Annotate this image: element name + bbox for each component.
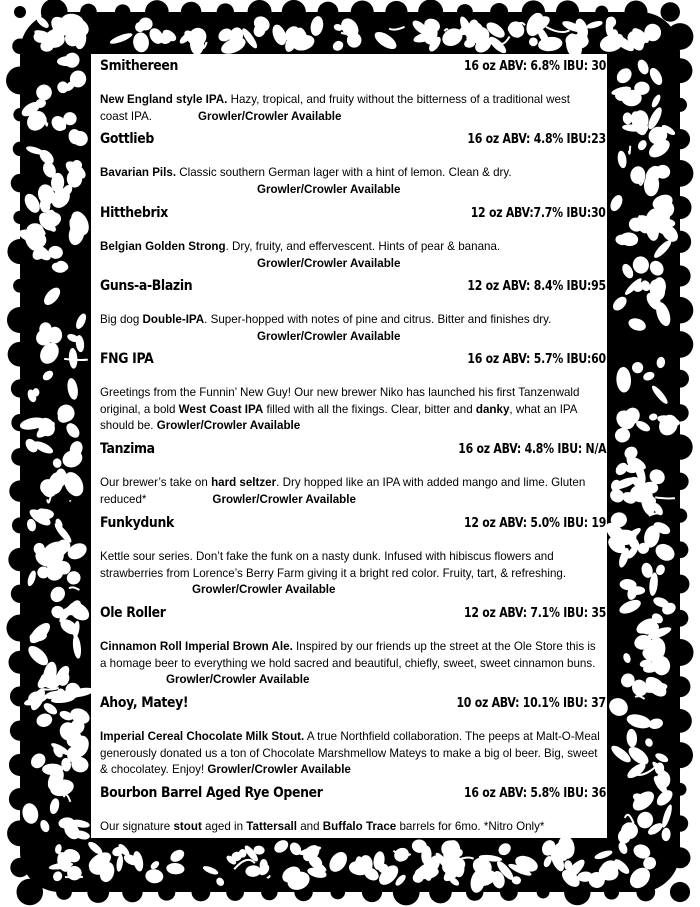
beer-description-text: Classic southern German lager with a hint of lemon. Clean & dry. — [176, 166, 512, 179]
beer-name: Smithereen — [100, 58, 179, 74]
beer-style-highlight: hard seltzer — [211, 476, 277, 489]
beer-item — [100, 351, 606, 435]
beer-specs: 12 oz ABV: 7.1% IBU: 35 — [463, 606, 606, 621]
beer-description-text: aged in — [201, 820, 247, 833]
beer-description — [100, 165, 600, 198]
beer-style-highlight: Buffalo Trace — [322, 820, 397, 833]
growler-availability: Growler/Crowler Available — [166, 673, 310, 686]
beer-description — [100, 729, 600, 779]
beer-item — [100, 441, 606, 508]
beer-description-text: . Dry, fruity, and effervescent. Hints of pear & banana. — [225, 240, 501, 253]
growler-availability: Growler/Crowler Available — [257, 256, 401, 270]
beer-description — [100, 819, 600, 836]
beer-style-highlight: Cinnamon Roll Imperial Brown Ale. — [100, 640, 293, 653]
growler-availability: Growler/Crowler Available — [192, 583, 336, 596]
beer-header — [100, 605, 606, 627]
beer-style-highlight: stout — [173, 820, 202, 833]
beer-description — [100, 239, 600, 272]
beer-header — [100, 441, 606, 463]
beer-description-text: A true Northfield collaboration. The peeps at Malt-O-Meal generously donated us a ton of Chocolate Marshmellow Mateys to make a big ol beer. Big, sweet & chocolatey. Enjoy! — [100, 730, 600, 776]
growler-availability: Growler/Crowler Available — [197, 109, 342, 123]
beer-header — [100, 515, 606, 537]
beer-name: Ole Roller — [100, 605, 166, 621]
beer-description — [100, 312, 600, 345]
beer-header — [100, 131, 606, 153]
beer-item — [100, 695, 606, 779]
beer-description-text: Hazy, tropical, and fruity without the bitterness of a traditional west coast IPA. — [100, 93, 570, 123]
beer-item — [100, 515, 606, 599]
beer-description-text: Big dog — [100, 313, 143, 326]
beer-header — [100, 351, 606, 373]
beer-style-highlight: Tattersall — [246, 820, 297, 833]
beer-description-text: filled with all the fixings. Clear, bitter and — [263, 402, 476, 416]
beer-specs: 16 oz ABV: 6.8% IBU: 30 — [463, 59, 606, 74]
beer-specs: 12 oz ABV: 8.4% IBU:95 — [467, 279, 606, 294]
beer-description-text: Greetings from the Funnin’ New Guy! Our new brewer Niko has launched his first Tanzenwald original, a bold — [100, 386, 580, 416]
beer-specs: 16 oz ABV: 5.8% IBU: 36 — [463, 786, 606, 801]
beer-description-text: Our brewer’s take on — [100, 476, 212, 489]
beer-header — [100, 58, 606, 80]
beer-item — [100, 605, 606, 689]
beer-specs: 16 oz ABV: 4.8% IBU: N/A — [457, 442, 606, 457]
beer-specs: 12 oz ABV:7.7% IBU:30 — [471, 206, 606, 221]
beer-specs: 12 oz ABV: 5.0% IBU: 19 — [463, 516, 606, 531]
beer-name: Guns-a-Blazin — [100, 278, 193, 294]
beer-name: Tanzima — [100, 441, 155, 457]
beer-description-text: barrels for 6mo. *Nitro Only* — [396, 820, 545, 833]
beer-item — [100, 785, 606, 836]
beer-specs: 16 oz ABV: 4.8% IBU:23 — [467, 132, 606, 147]
beer-name: Bourbon Barrel Aged Rye Opener — [100, 785, 323, 801]
beer-description-text: . Dry hopped like an IPA with added mango and lime. Gluten reduced* — [100, 476, 586, 506]
growler-availability: Growler/Crowler Available — [207, 763, 351, 776]
beer-description — [100, 639, 600, 689]
beer-description — [100, 475, 600, 508]
growler-availability: Growler/Crowler Available — [156, 419, 301, 432]
beer-description-text: Kettle sour series. Don’t fake the funk on a nasty dunk. Infused with hibiscus flowers and strawberries from Lorence’s Berry Farm giving it a bright red color. Fruity, tart, & refreshing. — [100, 550, 567, 580]
growler-availability: Growler/Crowler Available — [257, 182, 401, 196]
beer-specs: 16 oz ABV: 5.7% IBU:60 — [467, 352, 606, 367]
beer-name: FNG IPA — [100, 351, 154, 367]
beer-style-highlight: Double-IPA — [142, 313, 205, 326]
beer-description — [100, 549, 600, 599]
beer-header — [100, 278, 606, 300]
beer-header — [100, 785, 606, 807]
beer-name: Ahoy, Matey! — [100, 695, 189, 711]
beer-description-text: , what an IPA should be. — [100, 402, 577, 432]
beer-style-highlight: danky — [475, 402, 510, 416]
beer-item — [100, 131, 606, 198]
beer-header — [100, 695, 606, 717]
growler-availability: Growler/Crowler Available — [257, 329, 401, 343]
beer-description-text: . Super-hopped with notes of pine and citrus. Bitter and finishes dry. — [204, 313, 552, 326]
beer-menu-panel — [91, 54, 607, 838]
beer-item — [100, 58, 606, 125]
beer-item — [100, 278, 606, 345]
beer-description — [100, 385, 600, 435]
beer-description-text: and — [297, 820, 323, 833]
beer-description-text: Our signature — [100, 820, 174, 833]
beer-specs: 10 oz ABV: 10.1% IBU: 37 — [456, 696, 606, 711]
growler-availability: Growler/Crowler Available — [212, 492, 356, 506]
beer-description — [100, 92, 600, 125]
beer-header — [100, 205, 606, 227]
beer-name: Funkydunk — [100, 515, 174, 531]
beer-style-highlight: Belgian Golden Strong — [100, 240, 226, 253]
beer-style-highlight: Imperial Cereal Chocolate Milk Stout. — [100, 730, 305, 743]
beer-name: Gottlieb — [100, 131, 154, 147]
beer-description-text: Inspired by our friends up the street at the Ole Store this is a homage beer to everything we hold sacred and beautiful, chiefly, sweet, sweet cinnamon buns. — [100, 640, 596, 670]
beer-style-highlight: Bavarian Pils. — [100, 166, 177, 179]
beer-item — [100, 205, 606, 272]
beer-style-highlight: New England style IPA. — [100, 93, 228, 106]
beer-style-highlight: West Coast IPA — [178, 402, 264, 416]
beer-name: Hitthebrix — [100, 205, 168, 221]
